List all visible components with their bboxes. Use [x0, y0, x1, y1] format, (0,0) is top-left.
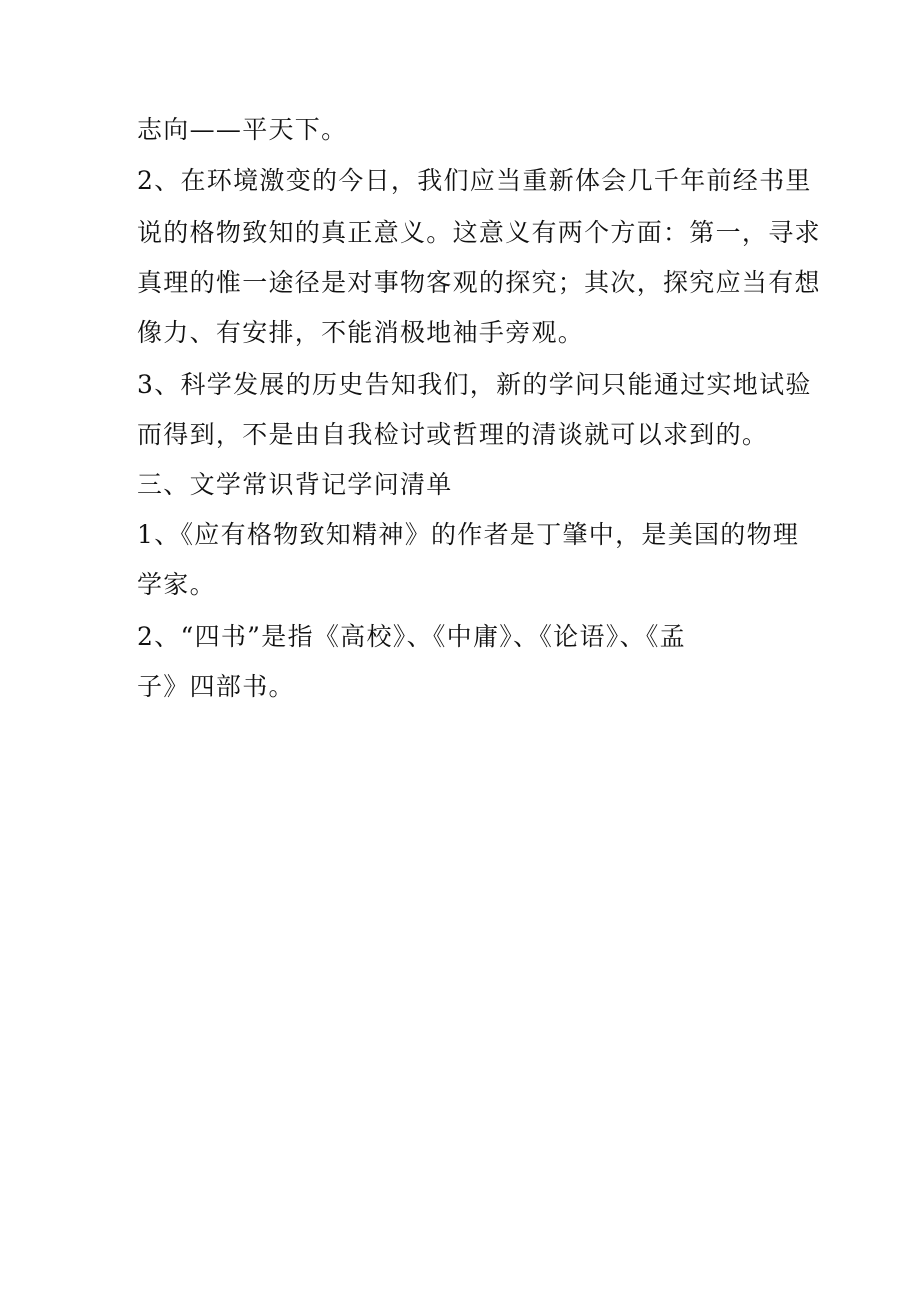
- text-line-7: 而得到，不是由自我检讨或哲理的清谈就可以求到的。: [137, 420, 769, 449]
- text-line-1: 志向——平天下。: [137, 115, 348, 144]
- text-line-5: 像力、有安排，不能消极地袖手旁观。: [137, 318, 585, 347]
- text-line-3: 说的格物致知的真正意义。这意义有两个方面：第一，寻求: [137, 218, 821, 247]
- text-line-11: 2、“四书”是指《高校》、《中庸》、《论语》、《孟: [137, 622, 686, 651]
- section-heading: 三、文学常识背记学问清单: [137, 470, 453, 499]
- text-line-6: 3、科学发展的历史告知我们，新的学问只能通过实地试验: [137, 370, 812, 399]
- text-line-2: 2、在环境激变的今日，我们应当重新体会几千年前经书里: [137, 166, 812, 195]
- text-line-4: 真理的惟一途径是对事物客观的探究；其次，探究应当有想: [137, 268, 821, 297]
- text-line-10: 学家。: [137, 570, 216, 599]
- text-line-9: 1、《应有格物致知精神》的作者是丁肇中，是美国的物理: [137, 520, 800, 549]
- text-line-12: 子》四部书。: [137, 672, 295, 701]
